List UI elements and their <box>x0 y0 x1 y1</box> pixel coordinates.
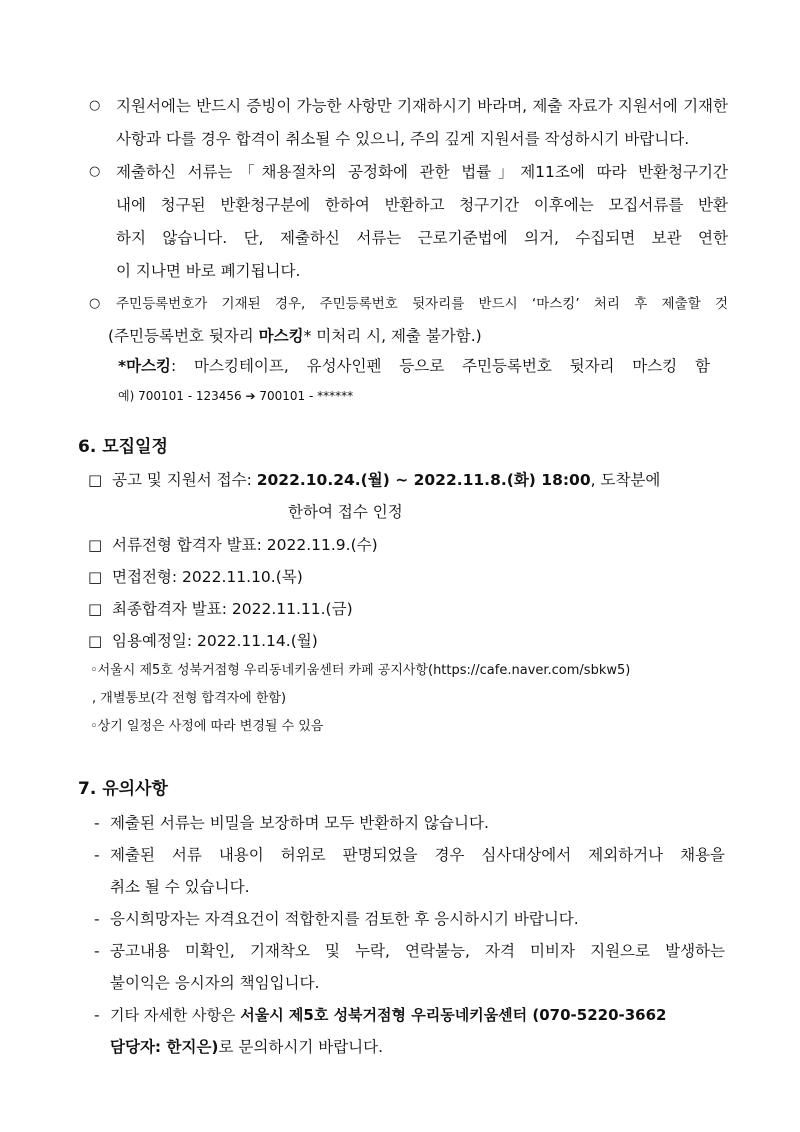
notice-3-masking-note: *마스킹: 마스킹테이프, 유성사인펜 등으로 주민등록번호 뒷자리 마스킹 함 <box>118 357 710 375</box>
schedule-interview: 면접전형: 2022.11.10.(목) <box>112 568 303 586</box>
checkbox-icon: □ <box>88 632 103 650</box>
caution-2-line-1: 제출된 서류 내용이 허위로 판명되었을 경우 심사대상에서 제외하거나 채용을 <box>110 846 725 864</box>
schedule-note-1: ◦서울시 제5호 성북거점형 우리동네키움센터 카페 공지사항(https://cafe.naver.com/sbkw5) <box>90 663 631 678</box>
bullet-icon: ○ <box>89 164 101 179</box>
caution-5-line-2: 담당자: 한지은)로 문의하시기 바랍니다. <box>110 1038 384 1056</box>
dash-icon: - <box>94 814 100 832</box>
checkbox-icon: □ <box>88 568 103 586</box>
section-6-heading: 6. 모집일정 <box>78 437 168 457</box>
dash-icon: - <box>94 846 100 864</box>
notice-2-line-2: 내에 청구된 반환청구분에 한하여 반환하고 청구기간 이후에는 모집서류를 반환 <box>116 196 728 214</box>
checkbox-icon: □ <box>88 600 103 618</box>
schedule-application-period-cont: 한하여 접수 인정 <box>288 503 403 521</box>
notice-2-line-4: 이 지나면 바로 폐기됩니다. <box>116 262 301 280</box>
notice-3-example: 예) 700101 - 123456 ➔ 700101 - ****** <box>118 389 354 403</box>
dash-icon: - <box>94 910 100 928</box>
schedule-document-results: 서류전형 합격자 발표: 2022.11.9.(수) <box>112 536 378 554</box>
dash-icon: - <box>94 1006 100 1024</box>
checkbox-icon: □ <box>88 536 103 554</box>
schedule-note-1-cont: , 개별통보(각 전형 합격자에 한함) <box>92 691 287 706</box>
bullet-icon: ○ <box>89 296 101 311</box>
schedule-appointment: 임용예정일: 2022.11.14.(월) <box>112 632 318 650</box>
notice-2-line-3: 하지 않습니다. 단, 제출하신 서류는 근로기준법에 의거, 수집되면 보관 연한 <box>116 229 728 247</box>
checkbox-icon: □ <box>88 471 103 489</box>
schedule-application-period: 공고 및 지원서 접수: 2022.10.24.(월) ~ 2022.11.8.(화) 18:00, 도착분에 <box>112 471 661 489</box>
caution-5-line-1: 기타 자세한 사항은 서울시 제5호 성북거점형 우리동네키움센터 (070-5220-3662 <box>110 1006 667 1024</box>
caution-4-line-1: 공고내용 미확인, 기재착오 및 누락, 연락불능, 자격 미비자 지원으로 발생하는 <box>110 942 725 960</box>
caution-2-line-2: 취소 될 수 있습니다. <box>110 878 250 896</box>
caution-1: 제출된 서류는 비밀을 보장하며 모두 반환하지 않습니다. <box>110 814 489 832</box>
notice-3-line-2: (주민등록번호 뒷자리 마스킹* 미처리 시, 제출 불가함.) <box>108 327 482 345</box>
dash-icon: - <box>94 942 100 960</box>
bullet-icon: ○ <box>89 98 101 113</box>
caution-4-line-2: 불이익은 응시자의 책임입니다. <box>110 974 320 992</box>
schedule-note-2: ◦상기 일정은 사정에 따라 변경될 수 있음 <box>90 719 324 734</box>
notice-1-line-1: 지원서에는 반드시 증빙이 가능한 사항만 기재하시기 바라며, 제출 자료가 지원서에 기재한 <box>116 97 728 115</box>
section-7-heading: 7. 유의사항 <box>78 779 168 799</box>
notice-2-line-1: 제출하신 서류는「채용절차의 공정화에 관한 법률」제11조에 따라 반환청구기간 <box>116 163 728 181</box>
schedule-final-results: 최종합격자 발표: 2022.11.11.(금) <box>112 600 353 618</box>
notice-1-line-2: 사항과 다를 경우 합격이 취소될 수 있으니, 주의 깊게 지원서를 작성하시기 바랍니다. <box>116 130 690 148</box>
notice-3-line-1: 주민등록번호가 기재된 경우, 주민등록번호 뒷자리를 반드시 ‘마스킹’ 처리 후 제출할 것 <box>116 296 728 312</box>
caution-3: 응시희망자는 자격요건이 적합한지를 검토한 후 응시하시기 바랍니다. <box>110 910 579 928</box>
